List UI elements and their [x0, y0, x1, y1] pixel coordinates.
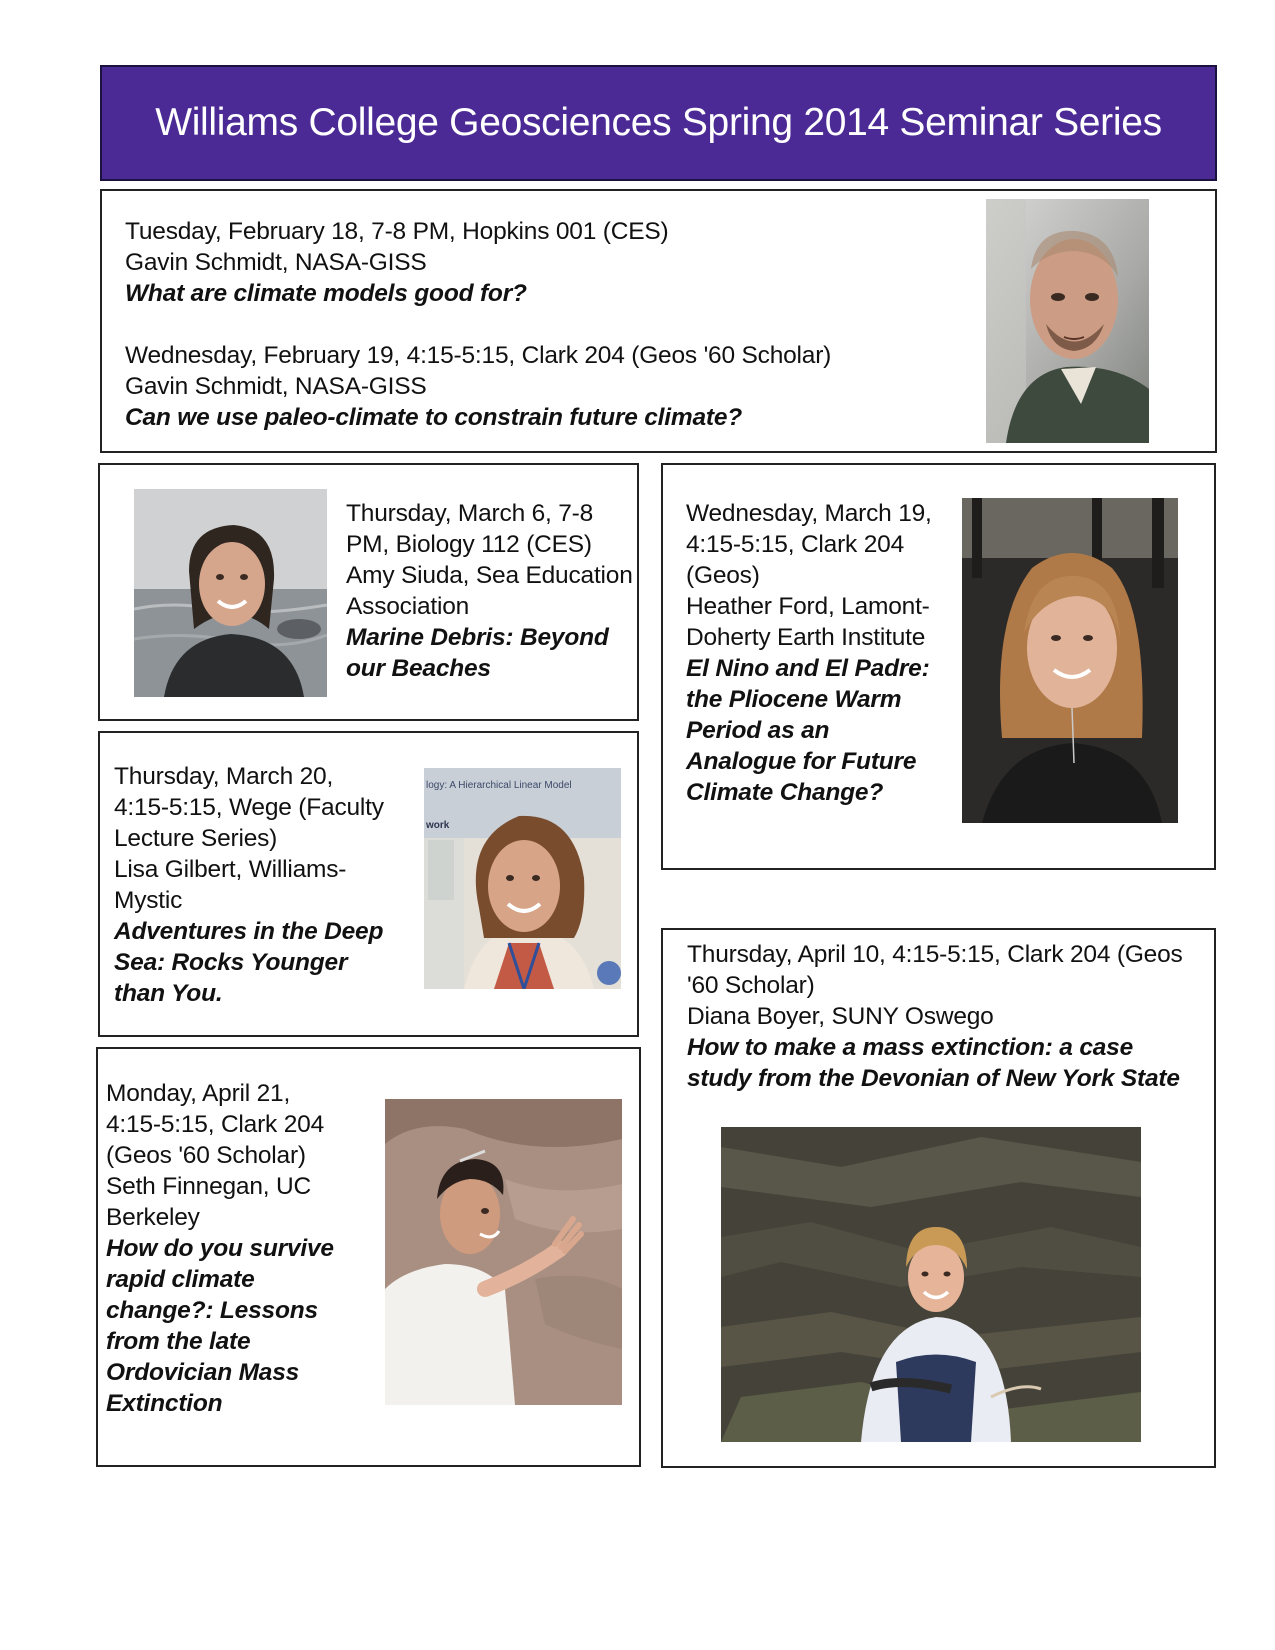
poster-label: work: [426, 820, 450, 831]
event-title: Climate Change?: [686, 779, 884, 806]
event-title: Analogue for Future: [686, 748, 917, 775]
event-date-line: Thursday, April 10, 4:15-5:15, Clark 204 (Geos: [687, 941, 1183, 968]
event-date-line: Thursday, March 20,: [114, 763, 334, 790]
event-speaker: Lisa Gilbert, Williams-: [114, 856, 347, 883]
event-title: Marine Debris: Beyond: [346, 624, 609, 651]
page-title: Williams College Geosciences Spring 2014 Seminar Series: [155, 101, 1162, 144]
event-speaker: Diana Boyer, SUNY Oswego: [687, 1003, 994, 1030]
event-text-apr21: [106, 1078, 376, 1419]
event-speaker: Amy Siuda, Sea Education: [346, 562, 633, 589]
event-date-line: Wednesday, February 19, 4:15-5:15, Clark 204 (Geos '60 Scholar): [125, 342, 832, 369]
event-date-line: Thursday, March 6, 7-8: [346, 500, 594, 527]
event-title: change?: Lessons: [106, 1297, 318, 1324]
event-title: Sea: Rocks Younger: [114, 949, 348, 976]
event-date-line: Tuesday, February 18, 7-8 PM, Hopkins 001 (CES): [125, 218, 669, 245]
speaker-photo-gilbert: [424, 768, 621, 989]
poster-heading: logy: A Hierarchical Linear Model: [426, 780, 572, 791]
event-text-mar6: [346, 498, 636, 684]
event-title: our Beaches: [346, 655, 491, 682]
header-banner: [100, 65, 1217, 181]
event-title: Extinction: [106, 1390, 223, 1417]
event-title: Period as an: [686, 717, 830, 744]
event-speaker: Seth Finnegan, UC: [106, 1173, 311, 1200]
event-speaker: Heather Ford, Lamont-: [686, 593, 930, 620]
event-title: El Nino and El Padre:: [686, 655, 930, 682]
event-speaker: Gavin Schmidt, NASA-GISS: [125, 373, 427, 400]
event-title: rapid climate: [106, 1266, 255, 1293]
event-title: the Pliocene Warm: [686, 686, 902, 713]
event-date-line: (Geos): [686, 562, 760, 589]
event-title: from the late: [106, 1328, 251, 1355]
event-date-line: Wednesday, March 19,: [686, 500, 932, 527]
event-date-line: 4:15-5:15, Clark 204: [106, 1111, 324, 1138]
event-date-line: 4:15-5:15, Clark 204: [686, 531, 904, 558]
event-title: Ordovician Mass: [106, 1359, 300, 1386]
event-date-line: Lecture Series): [114, 825, 278, 852]
event-title: Can we use paleo-climate to constrain future climate?: [125, 404, 743, 431]
event-title: Adventures in the Deep: [114, 918, 384, 945]
event-text-mar19: [686, 498, 956, 808]
event-title: How to make a mass extinction: a case: [687, 1034, 1134, 1061]
speaker-photo-boyer: [721, 1127, 1141, 1442]
speaker-photo-finnegan: [385, 1099, 622, 1405]
event-title: study from the Devonian of New York State: [687, 1065, 1180, 1092]
event-date-line: PM, Biology 112 (CES): [346, 531, 592, 558]
event-date-line: Monday, April 21,: [106, 1080, 291, 1107]
event-title: What are climate models good for?: [125, 280, 527, 307]
speaker-photo-schmidt: [986, 199, 1149, 443]
event-speaker: Association: [346, 593, 470, 620]
speaker-photo-ford: [962, 498, 1178, 823]
event-speaker: Doherty Earth Institute: [686, 624, 926, 651]
event-text-apr10: [687, 939, 1207, 1094]
event-date-line: '60 Scholar): [687, 972, 815, 999]
event-speaker: Berkeley: [106, 1204, 200, 1231]
event-speaker: Mystic: [114, 887, 183, 914]
event-date-line: (Geos '60 Scholar): [106, 1142, 306, 1169]
event-text-feb18: [125, 216, 925, 433]
event-date-line: 4:15-5:15, Wege (Faculty: [114, 794, 384, 821]
event-speaker: Gavin Schmidt, NASA-GISS: [125, 249, 427, 276]
event-text-mar20: [114, 761, 414, 1009]
speaker-photo-siuda: [134, 489, 327, 697]
event-title: than You.: [114, 980, 223, 1007]
event-title: How do you survive: [106, 1235, 334, 1262]
